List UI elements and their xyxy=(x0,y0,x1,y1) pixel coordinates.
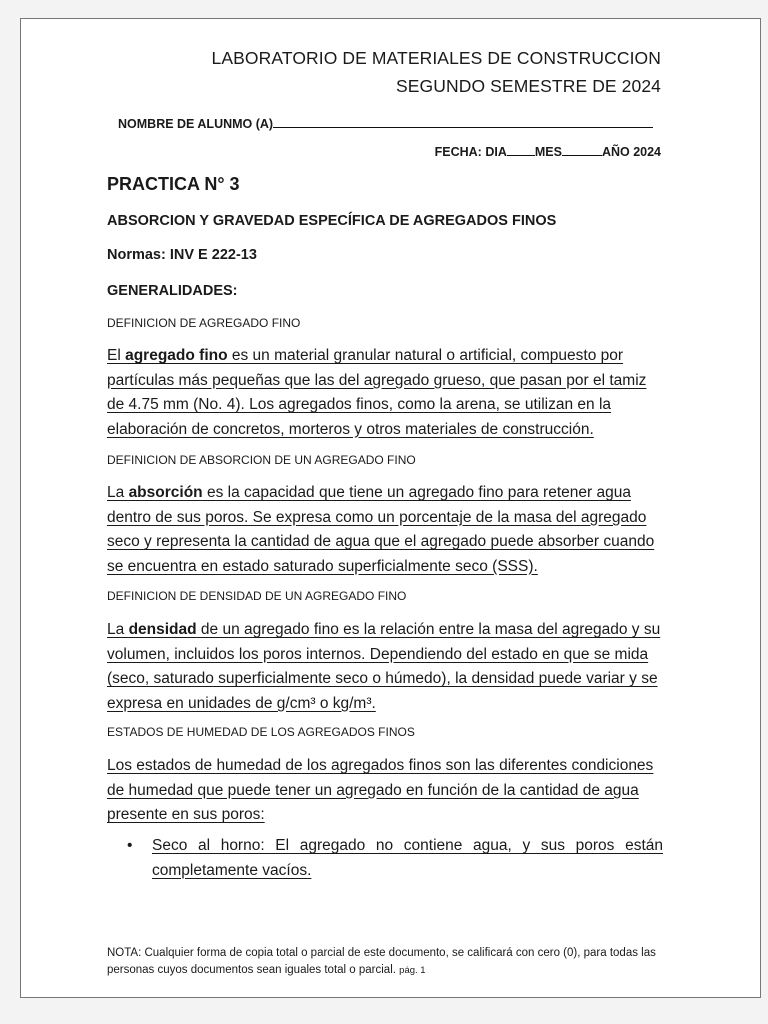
section-paragraph-humedad: Los estados de humedad de los agregados finos son las diferentes condiciones de humedad que puede tener un agregado en función de la cantidad de agua presente en sus poros: xyxy=(107,757,654,823)
section-paragraph-densidad: La densidad de un agregado fino es la relación entre la masa del agregado y su volumen, incluidos los poros internos. Dependiendo del estado en que se mida (seco, saturado superficialmente seco o húmedo), la densidad puede variar y se expresa en unidades de g/cm³ o kg/m³. xyxy=(107,621,661,712)
date-year-label: AÑO 2024 xyxy=(601,145,661,159)
norms-line: Normas: INV E 222-13 xyxy=(107,247,257,263)
date-month-label: MES xyxy=(534,145,562,159)
header-title: LABORATORIO DE MATERIALES DE CONSTRUCCION xyxy=(211,48,661,68)
page-number: pág. 1 xyxy=(399,965,426,976)
student-name-field xyxy=(118,116,653,131)
document-page xyxy=(20,18,761,998)
section-caption-densidad: DEFINICION DE DENSIDAD DE UN AGREGADO FINO xyxy=(107,589,407,603)
date-month-blank xyxy=(562,145,602,156)
practice-title: ABSORCION Y GRAVEDAD ESPECÍFICA DE AGREGADOS FINOS xyxy=(107,213,557,229)
footer-note-text: NOTA: Cualquier forma de copia total o parcial de este documento, se calificará con cero (0), para todas las personas cuyos documentos sean iguales total o parcial. xyxy=(107,947,656,976)
generalities-heading: GENERALIDADES: xyxy=(107,283,238,299)
date-day-blank xyxy=(507,145,535,156)
student-name-label: NOMBRE DE ALUNMO (A) xyxy=(118,117,274,131)
date-day-label: FECHA: DIA xyxy=(434,145,507,159)
section-caption-agregado-fino: DEFINICION DE AGREGADO FINO xyxy=(107,316,301,330)
term-bold: densidad xyxy=(128,621,197,638)
list-item-text: Seco al horno: El agregado no contiene agua, y sus poros están completamente vacíos. xyxy=(152,837,663,879)
term-bold: agregado fino xyxy=(125,347,228,364)
header-semester: SEGUNDO SEMESTRE DE 2024 xyxy=(396,76,661,96)
section-paragraph-absorcion: La absorción es la capacidad que tiene un agregado fino para retener agua dentro de sus poros. Se expresa como un porcentaje de la masa del agregado seco y representa la cantidad de agua que el agregado puede absorber cuando se encuentra en estado saturado superficialmente seco (SSS). xyxy=(107,484,655,575)
student-name-blank xyxy=(273,116,653,128)
section-paragraph-agregado-fino: El agregado fino es un material granular natural o artificial, compuesto por partículas más pequeñas que las del agregado grueso, que pasan por el tamiz de 4.75 mm (No. 4). Los agregados finos, como la arena, se utilizan en la elaboración de concretos, morteros y otros materiales de construcción. xyxy=(107,347,647,438)
footer-note xyxy=(107,945,677,979)
date-field xyxy=(435,145,661,159)
practice-number: PRACTICA N° 3 xyxy=(107,174,240,194)
bullet-dot-icon: • xyxy=(127,837,133,854)
list-item xyxy=(127,834,663,883)
section-caption-absorcion: DEFINICION DE ABSORCION DE UN AGREGADO FINO xyxy=(107,453,416,467)
section-caption-humedad: ESTADOS DE HUMEDAD DE LOS AGREGADOS FINOS xyxy=(107,725,415,739)
term-bold: absorción xyxy=(128,484,203,501)
